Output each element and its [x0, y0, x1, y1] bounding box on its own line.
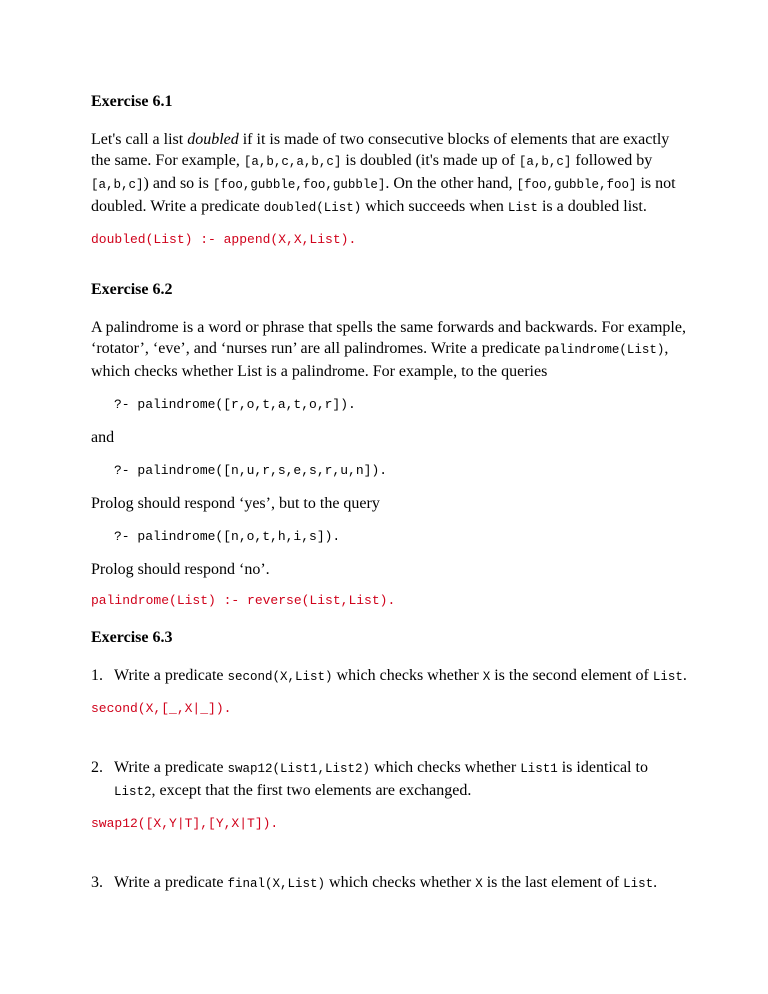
inline-code: X	[475, 877, 483, 891]
text: , except that the first two elements are exchanged.	[151, 782, 472, 799]
inline-code: [foo,gubble,foo]	[516, 178, 637, 192]
text: A palindrome is a word or phrase that spells the same forwards and backwards. For example, ‘rotator’, ‘eve’, and ‘nurses run’ are all palindromes. Write a predicate	[91, 319, 686, 357]
inline-code: [a,b,c,a,b,c]	[243, 155, 342, 169]
text: . On the other hand,	[385, 175, 517, 192]
text: .	[682, 667, 687, 684]
answer-code: doubled(List) :- append(X,X,List).	[91, 232, 357, 247]
inline-code: List	[652, 670, 683, 684]
text: .	[653, 874, 658, 891]
text: Prolog should respond ‘yes’, but to the query	[91, 495, 380, 512]
text: Let's call a list	[91, 131, 188, 148]
inline-code: List	[623, 877, 654, 891]
text: is not doubled. Write a predicate	[91, 175, 676, 215]
inline-code: doubled(List)	[263, 201, 362, 215]
exercise-title: Exercise 6.3	[91, 629, 173, 646]
text: is a doubled list.	[537, 198, 647, 215]
text: which checks whether	[332, 667, 483, 684]
item-number: 3.	[91, 874, 103, 891]
item-number: 1.	[91, 667, 103, 684]
text: ) and so is	[143, 175, 213, 192]
answer-code: swap12([X,Y|T],[Y,X|T]).	[91, 816, 279, 831]
text: Write a predicate	[114, 667, 228, 684]
emphasis: doubled	[187, 131, 239, 148]
query-code: ?- palindrome([n,o,t,h,i,s]).	[114, 529, 341, 544]
answer-code: second(X,[_,X|_]).	[91, 701, 232, 716]
list-item	[91, 757, 691, 803]
text: is the second element of	[490, 667, 653, 684]
text: which checks whether	[370, 759, 521, 776]
query-code: ?- palindrome([r,o,t,a,t,o,r]).	[114, 397, 356, 412]
exercise-text	[91, 317, 691, 382]
text: which succeeds when	[361, 198, 508, 215]
text: Write a predicate	[114, 874, 228, 891]
text: Write a predicate	[114, 759, 228, 776]
inline-code: [a,b,c]	[91, 178, 144, 192]
inline-code: X	[482, 670, 491, 684]
exercise-title: Exercise 6.2	[91, 281, 173, 298]
text: Prolog should respond ‘no’.	[91, 561, 270, 578]
text: is the last element of	[482, 874, 624, 891]
inline-code: swap12(List1,List2)	[227, 762, 371, 776]
list-item	[91, 872, 691, 895]
inline-code: List	[507, 201, 538, 215]
query-code: ?- palindrome([n,u,r,s,e,s,r,u,n]).	[114, 463, 388, 478]
inline-code: List2	[114, 785, 152, 799]
inline-code: final(X,List)	[227, 877, 326, 891]
list-item	[91, 665, 691, 688]
exercise-6-1	[91, 91, 691, 250]
inline-code: palindrome(List)	[544, 343, 665, 357]
text: which checks whether	[325, 874, 476, 891]
text: and	[91, 429, 115, 446]
answer-code: palindrome(List) :- reverse(List,List).	[91, 593, 396, 608]
exercise-text	[91, 129, 691, 219]
exercise-title: Exercise 6.1	[91, 93, 173, 110]
item-number: 2.	[91, 759, 103, 776]
text: is doubled (it's made up of	[341, 152, 519, 169]
text: followed by	[571, 152, 653, 169]
text: is identical to	[557, 759, 648, 776]
inline-code: [a,b,c]	[518, 155, 572, 169]
exercise-6-3	[91, 627, 691, 895]
text: if it is made of two consecutive blocks of elements that are exactly the same. For example,	[91, 131, 670, 169]
text: , which checks whether List is a palindrome. For example, to the queries	[91, 340, 669, 380]
exercise-6-2	[91, 279, 691, 611]
inline-code: [foo,gubble,foo,gubble]	[212, 178, 386, 192]
inline-code: List1	[520, 762, 558, 776]
inline-code: second(X,List)	[227, 670, 333, 684]
